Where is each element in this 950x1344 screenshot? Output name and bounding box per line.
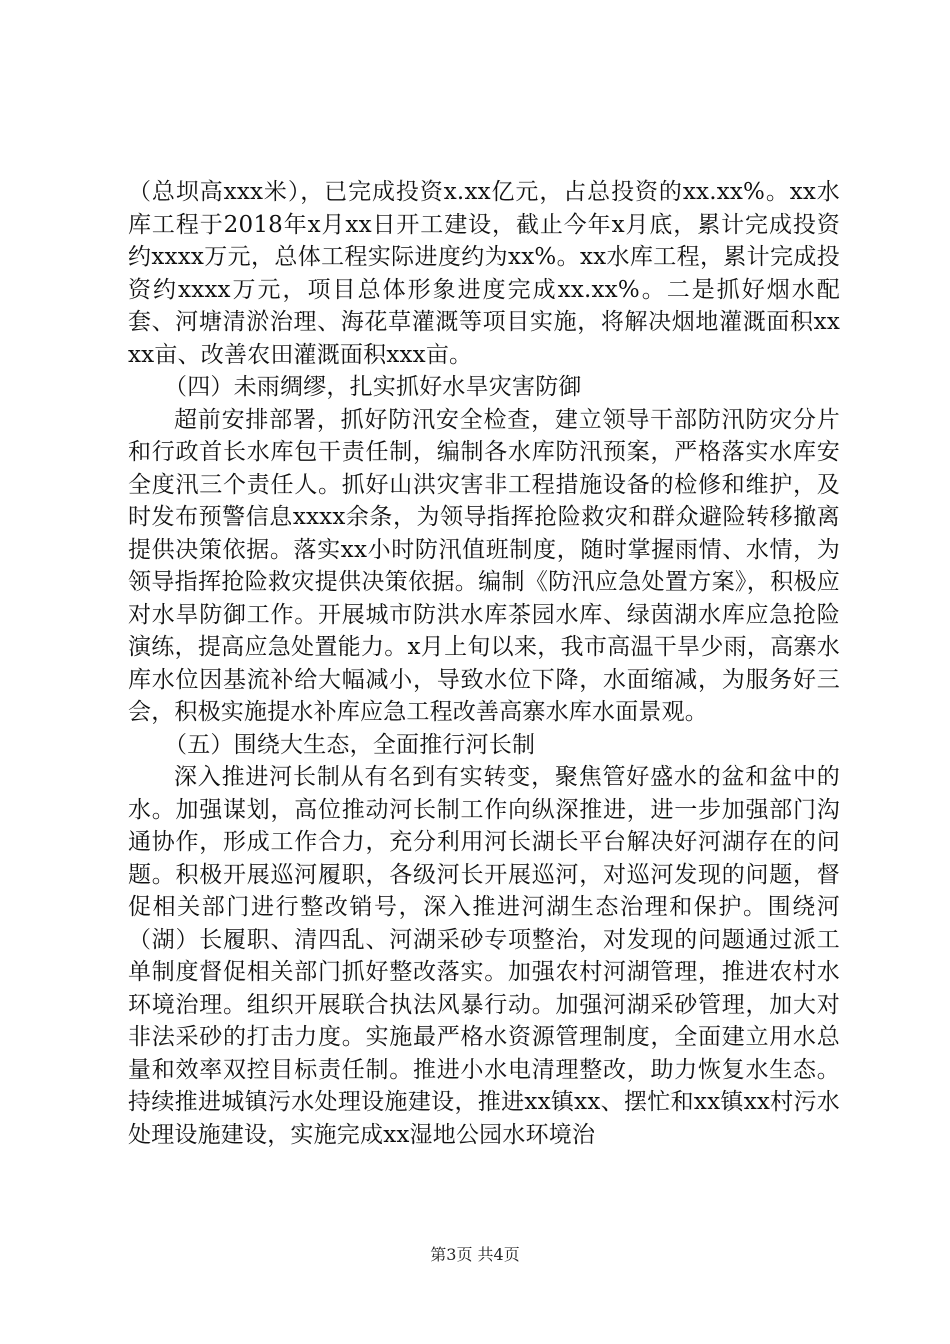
page-number-label: 第3页 共4页 <box>430 1245 520 1264</box>
section-heading-flood-drought-defense: （四）未雨绸缪，扎实抓好水旱灾害防御 <box>164 374 582 400</box>
paragraph-river-chief-system: 深入推进河长制从有名到有实转变，聚焦管好盛水的盆和盆中的水。加强谋划，高位推动河长制工作向纵深推进，进一步加强部门沟通协作，形成工作合力，充分利用河长湖长平台解决好河湖存在的问题。积极开展巡河履职，各级河长开展巡河，对巡河发现的问题，督促相关部门进行整改销号，深入推进河湖生态治理和保护。围绕河（湖）长履职、清四乱、河湖采砂专项整治，对发现的问题通过派工单制度督促相关部门抓好整改落实。加强农村河湖管理，推进农村水环境治理。组织开展联合执法风暴行动。加强河湖采砂管理，加大对非法采砂的打击力度。实施最严格水资源管理制度，全面建立用水总量和效率双控目标责任制。推进小水电清理整改，助力恢复水生态。持续推进城镇污水处理设施建设，推进xx镇xx、摆忙和xx镇xx村污水处理设施建设，实施完成xx湿地公园水环境治 <box>128 764 840 1148</box>
paragraph-reservoir-investment: （总坝高xxx米），已完成投资x.xx亿元，占总投资的xx.xx%。xx水库工程于2018年x月xx日开工建设，截止今年x月底，累计完成投资约xxxx万元，总体工程实际进度约为xx%。xx水库工程，累计完成投资约xxxx万元，项目总体形象进度完成xx.xx%。二是抓好烟水配套、河塘清淤治理、海花草灌溉等项目实施，将解决烟地灌溉面积xxxx亩、改善农田灌溉面积xxx亩。 <box>128 179 840 368</box>
section-heading-river-chief-system: （五）围绕大生态，全面推行河长制 <box>164 731 536 758</box>
page-footer <box>0 1245 950 1265</box>
paragraph-flood-drought-defense: 超前安排部署，抓好防汛安全检查，建立领导干部防汛防灾分片和行政首长水库包干责任制，编制各水库防汛预案，严格落实水库安全度汛三个责任人。抓好山洪灾害非工程措施设备的检修和维护，及时发布预警信息xxxx余条，为领导指挥抢险救灾和群众避险转移撤离提供决策依据。落实xx小时防汛值班制度，随时掌握雨情、水情，为领导指挥抢险救灾提供决策依据。编制《防汛应急处置方案》，积极应对水旱防御工作。开展城市防洪水库茶园水库、绿茵湖水库应急抢险演练，提高应急处置能力。x月上旬以来，我市高温干旱少雨，高寨水库水位因基流补给大幅减小，导致水位下降，水面缩减，为服务好三会，积极实施提水补库应急工程改善高寨水库水面景观。 <box>128 406 840 725</box>
document-body <box>128 176 840 1151</box>
